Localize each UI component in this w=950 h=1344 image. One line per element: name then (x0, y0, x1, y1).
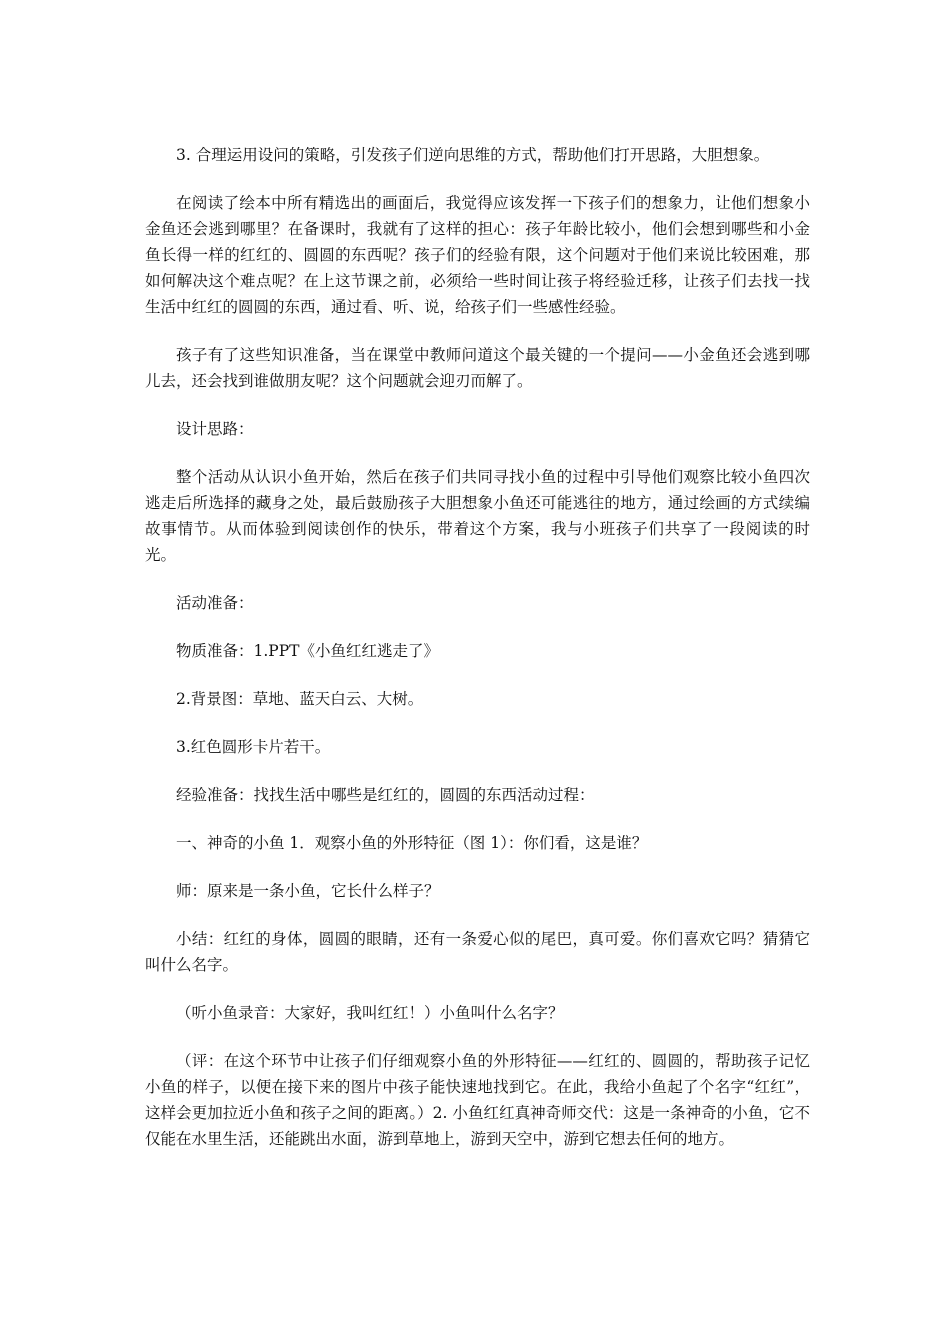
heading-activity-prep: 活动准备： (176, 594, 254, 612)
paragraph-strategy: 3. 合理运用设问的策略，引发孩子们逆向思维的方式，帮助他们打开思路，大胆想象。 (176, 146, 770, 164)
document-body (145, 142, 810, 1174)
paragraph-recording: （听小鱼录音：大家好，我叫红红！）小鱼叫什么名字？ (176, 1004, 564, 1022)
paragraph-teacher-question: 师：原来是一条小鱼，它长什么样子？ (176, 882, 440, 900)
paragraph-material-prep: 物质准备：1.PPT《小鱼红红逃走了》 (176, 642, 439, 660)
paragraph-background: 2.背景图：草地、蓝天白云、大树。 (176, 690, 424, 708)
heading-design-idea: 设计思路： (176, 420, 254, 438)
paragraph-cards: 3.红色圆形卡片若干。 (176, 738, 331, 756)
paragraph-design-idea: 整个活动从认识小鱼开始，然后在孩子们共同寻找小鱼的过程中引导他们观察比较小鱼四次逃走后所选择的藏身之处，最后鼓励孩子大胆想象小鱼还可能逃往的地方，通过绘画的方式续编故事情节。从而体验到阅读创作的快乐，带着这个方案，我与小班孩子们共享了一段阅读的时光。 (145, 468, 810, 564)
paragraph-magic-fish: 一、神奇的小鱼 1．观察小鱼的外形特征（图 1）：你们看，这是谁？ (176, 834, 648, 852)
paragraph-experience-prep: 经验准备：找找生活中哪些是红红的，圆圆的东西活动过程： (176, 786, 595, 804)
paragraph-summary: 小结：红红的身体，圆圆的眼睛，还有一条爱心似的尾巴，真可爱。你们喜欢它吗？猜猜它叫什么名字。 (145, 930, 810, 974)
paragraph-comment: （评：在这个环节中让孩子们仔细观察小鱼的外形特征——红红的、圆圆的，帮助孩子记忆小鱼的样子，以便在接下来的图片中孩子能快速地找到它。在此，我给小鱼起了个名字“红红”，这样会更加拉近小鱼和孩子之间的距离。）2. 小鱼红红真神奇师交代：这是一条神奇的小鱼，它不仅能在水里生活，还能跳出水面，游到草地上，游到天空中，游到它想去任何的地方。 (145, 1052, 810, 1148)
paragraph-imagination: 在阅读了绘本中所有精选出的画面后，我觉得应该发挥一下孩子们的想象力，让他们想象小金鱼还会逃到哪里？在备课时，我就有了这样的担心：孩子年龄比较小，他们会想到哪些和小金鱼长得一样的红红的、圆圆的东西呢？孩子们的经验有限，这个问题对于他们来说比较困难，那如何解决这个难点呢？在上这节课之前，必须给一些时间让孩子将经验迁移，让孩子们去找一找生活中红红的圆圆的东西，通过看、听、说，给孩子们一些感性经验。 (145, 194, 810, 316)
paragraph-knowledge: 孩子有了这些知识准备，当在课堂中教师问道这个最关键的一个提问——小金鱼还会逃到哪儿去，还会找到谁做朋友呢？这个问题就会迎刃而解了。 (145, 346, 810, 390)
